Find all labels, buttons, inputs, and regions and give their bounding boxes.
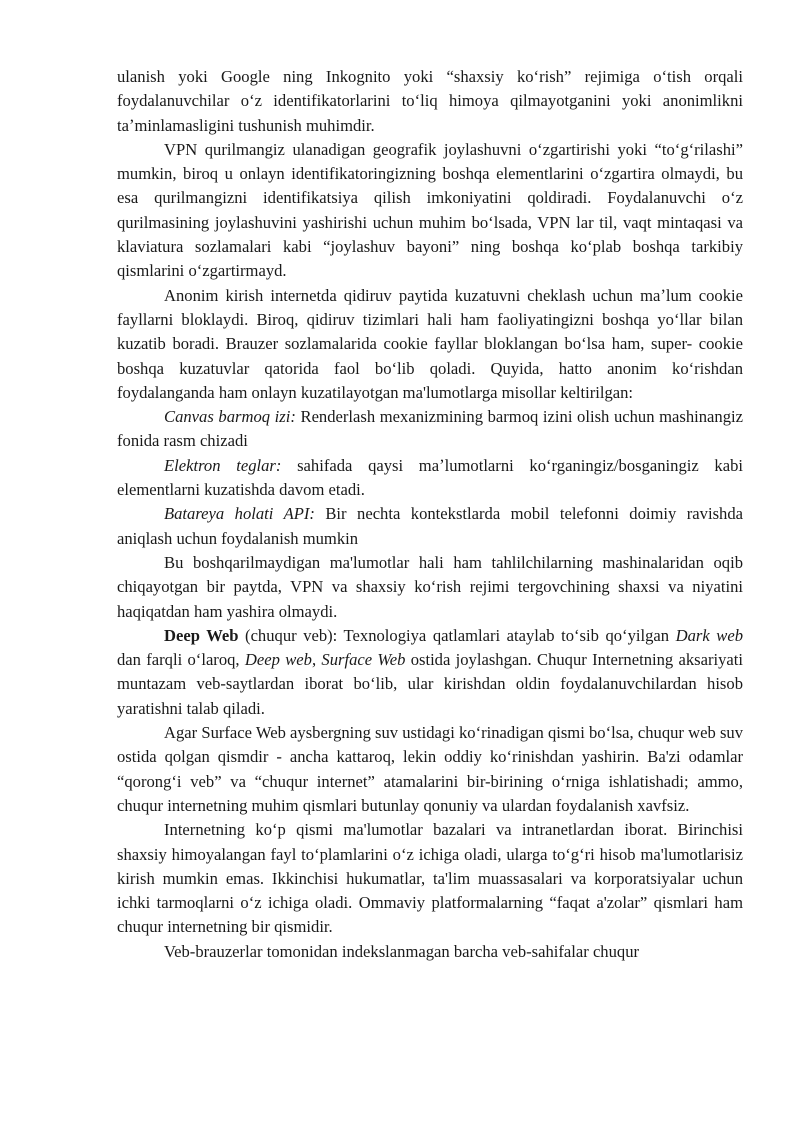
text-run: VPN qurilmangiz ulanadigan geografik joylashuvni oʻzgartirishi yoki “toʻgʻrilashi” mumkin, biroq u onlayn identifikatoringizning boshqa elementlarini oʻzgartira olmaydi, bu esa qurilmangizni identifikatsiya qilish imkoniyatini qoldiradi. Foydalanuvchi oʻz qurilmasining joylashuvini yashirishi uchun muhim boʻlsada, VPN lar til, vaqt mintaqasi va klaviatura sozlamalari kabi “joylashuv bayoni” ning boshqa koʻplab boshqa tarkibiy qismlarini oʻzgartirmayd. [117,139,743,281]
paragraph [117,502,743,551]
paragraph [117,454,743,503]
italic-text-run: Surface Web [321,650,406,670]
paragraph [117,721,743,818]
italic-text-run: Batareya holati API: [164,504,315,524]
italic-text-run: Dark web [675,625,744,645]
text-run: (chuqur veb): Texnologiya qatlamlari ataylab toʻsib qoʻyilgan [238,625,676,645]
text-run: ostida joylashgan. Chuqur Internetning aksariyati muntazam veb-saytlardan iborat boʻlib, ular kirishdan oldin foydalanuvchilardan hisob yaratishni talab qiladi. [117,650,744,718]
text-run: Anonim kirish internetda qidiruv paytida kuzatuvni cheklash uchun maʼlum cookie fayllarni bloklaydi. Biroq, qidiruv tizimlari hali ham faoliyatingizni boshqa yoʻllar bilan kuzatib boradi. Brauzer sozlamalarida cookie fayllar bloklangan boʻlsa ham, super- cookie boshqa kuzatuvlar qatorida faol boʻlib qoladi. Quyida, hatto anonim koʻrishdan foydalanganda ham onlayn kuzatilayotgan ma'lumotlarga misollar keltirilgan: [117,285,743,402]
text-run: Internetning koʻp qismi ma'lumotlar bazalari va intranetlardan iborat. Birinchisi shaxsiy himoyalangan fayl toʻplamlarini oʻz ichiga oladi, ularga toʻgʻri hisob ma'lumotlarisiz kirish mumkin emas. Ikkinchisi hukumatlar, ta'lim muassasalari va korporatsiyalar uchun ichki tarmoqlarni oʻz ichiga oladi. Ommaviy platformalarning “faqat a'zolar” qismlari ham chuqur internetning bir qismidir. [117,820,743,937]
text-run: , [311,650,322,670]
paragraph [117,284,743,405]
italic-text-run: Elektron teglar: [164,455,282,475]
text-run: Agar Surface Web aysbergning suv ustidagi koʻrinadigan qismi boʻlsa, chuqur web suv ostida qolgan qismdir - ancha kattaroq, lekin oddiy koʻrinishdan yashirin. Ba'zi odamlar “qorongʻi veb” va “chuqur internet” atamalarini bir-birining oʻrniga ishlatishadi; ammo, chuqur internetning muhim qismlari butunlay qonuniy va ulardan foydalanish xavfsiz. [117,723,743,815]
paragraph [117,405,743,454]
paragraph [117,818,743,939]
paragraph [117,138,743,284]
text-run: ulanish yoki Google ning Inkognito yoki “shaxsiy koʻrish” rejimiga oʻtish orqali foydalanuvchilar oʻz identifikatorlarini toʻliq himoya qilmayotganini yoki anonimlikni taʼminlamasligini tushunish muhimdir. [117,67,743,135]
paragraph [117,624,743,721]
text-run: Veb-brauzerlar tomonidan indekslanmagan barcha veb-sahifalar chuqur [164,941,640,961]
text-run: Bir nechta kontekstlarda mobil telefonni doimiy ravishda aniqlash uchun foydalanish mumkin [117,504,743,548]
paragraph [117,940,743,964]
paragraph [117,551,743,624]
paragraph [117,65,743,138]
text-run: Renderlash mexanizmining barmoq izini olish uchun mashinangiz fonida rasm chizadi [117,407,743,451]
text-run: dan farqli oʻlaroq, [117,650,245,670]
text-run: sahifada qaysi maʼlumotlarni koʻrganingiz/bosganingiz kabi elementlarni kuzatishda davom etadi. [117,455,743,500]
italic-text-run: Canvas barmoq izi: [164,407,296,427]
italic-text-run: Deep web [244,650,312,670]
bold-text-run: Deep Web [164,625,239,645]
document-page [117,65,743,964]
text-run: Bu boshqarilmaydigan ma'lumotlar hali ham tahlilchilarning mashinalaridan oqib chiqayotgan bir paytda, VPN va shaxsiy koʻrish rejimi tergovchining shaxsi va niyatini haqiqatdan ham yashira olmaydi. [117,552,743,621]
